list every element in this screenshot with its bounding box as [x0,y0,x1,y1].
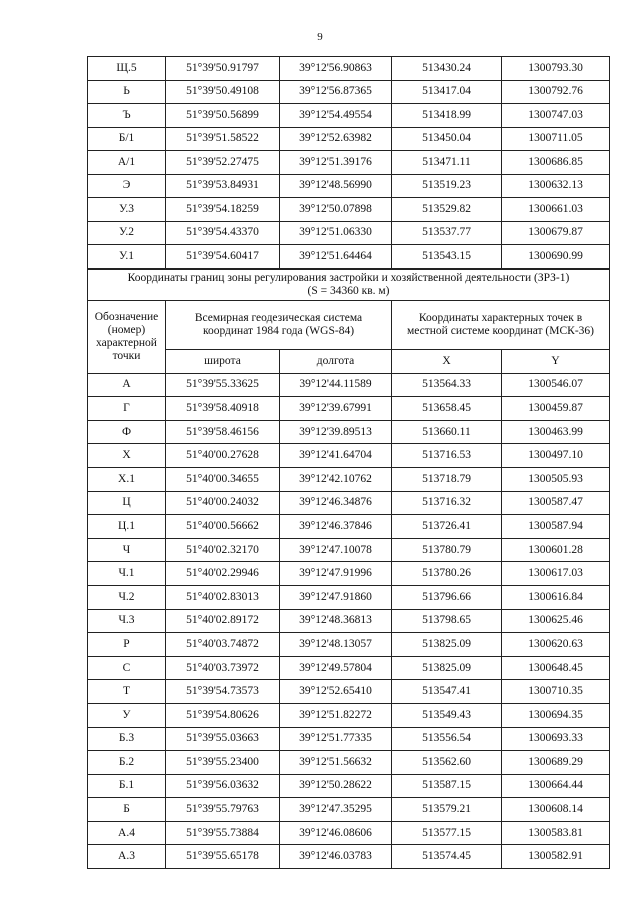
point-cell: Ъ [88,104,166,128]
x-cell: 513519.23 [392,174,502,198]
table-row [88,467,610,491]
point-cell: Т [88,680,166,704]
y-cell: 1300694.35 [502,703,610,727]
point-cell: Г [88,397,166,421]
latitude-cell: 51°39'58.46156 [166,420,280,444]
point-cell: Б [88,798,166,822]
longitude-cell: 39°12'56.90863 [280,57,392,81]
longitude-cell: 39°12'51.77335 [280,727,392,751]
longitude-cell: 39°12'48.36813 [280,609,392,633]
table-row [88,515,610,539]
longitude-cell: 39°12'47.91860 [280,585,392,609]
latitude-cell: 51°40'02.83013 [166,585,280,609]
table-row [88,104,610,128]
longitude-cell: 39°12'51.56632 [280,751,392,775]
table-row [88,703,610,727]
y-cell: 1300620.63 [502,633,610,657]
point-cell: С [88,656,166,680]
point-cell: А.4 [88,821,166,845]
table-row [88,397,610,421]
point-cell: А/1 [88,151,166,175]
table-row [88,198,610,222]
latitude-cell: 51°40'03.73972 [166,656,280,680]
x-cell: 513562.60 [392,751,502,775]
y-cell: 1300497.10 [502,444,610,468]
point-cell: А [88,373,166,397]
latitude-cell: 51°39'50.91797 [166,57,280,81]
latitude-cell: 51°39'54.80626 [166,703,280,727]
header-y: Y [502,350,610,374]
table-row [88,420,610,444]
table-row [88,373,610,397]
x-cell: 513564.33 [392,373,502,397]
table-row [88,609,610,633]
longitude-cell: 39°12'42.10762 [280,467,392,491]
point-cell: Ч [88,538,166,562]
y-cell: 1300616.84 [502,585,610,609]
x-cell: 513537.77 [392,221,502,245]
header-wgs84: Всемирная геодезическая система координат 1984 года (WGS-84) [166,301,392,350]
table2-body [88,373,610,868]
longitude-cell: 39°12'54.49554 [280,104,392,128]
point-cell: Ц.1 [88,515,166,539]
latitude-cell: 51°39'55.79763 [166,798,280,822]
longitude-cell: 39°12'50.28622 [280,774,392,798]
point-cell: У.3 [88,198,166,222]
x-cell: 513825.09 [392,633,502,657]
longitude-cell: 39°12'48.56990 [280,174,392,198]
latitude-cell: 51°39'53.84931 [166,174,280,198]
longitude-cell: 39°12'51.06330 [280,221,392,245]
table-row [88,845,610,869]
y-cell: 1300648.45 [502,656,610,680]
header-point-designation: Обозначение (номер) характерной точки [88,301,166,374]
table-row [88,245,610,269]
latitude-cell: 51°39'55.73884 [166,821,280,845]
point-cell: Щ.5 [88,57,166,81]
page-number: 9 [317,31,323,43]
longitude-cell: 39°12'47.35295 [280,798,392,822]
longitude-cell: 39°12'48.13057 [280,633,392,657]
latitude-cell: 51°39'54.43370 [166,221,280,245]
longitude-cell: 39°12'39.67991 [280,397,392,421]
table-row [88,57,610,81]
longitude-cell: 39°12'47.10078 [280,538,392,562]
x-cell: 513587.15 [392,774,502,798]
table-row [88,656,610,680]
point-cell: Б.3 [88,727,166,751]
y-cell: 1300661.03 [502,198,610,222]
y-cell: 1300710.35 [502,680,610,704]
latitude-cell: 51°39'54.18259 [166,198,280,222]
latitude-cell: 51°39'55.03663 [166,727,280,751]
x-cell: 513556.54 [392,727,502,751]
longitude-cell: 39°12'46.03783 [280,845,392,869]
point-cell: Б.1 [88,774,166,798]
y-cell: 1300587.94 [502,515,610,539]
x-cell: 513716.53 [392,444,502,468]
longitude-cell: 39°12'44.11589 [280,373,392,397]
point-cell: У [88,703,166,727]
y-cell: 1300792.76 [502,80,610,104]
x-cell: 513417.04 [392,80,502,104]
x-cell: 513450.04 [392,127,502,151]
x-cell: 513780.26 [392,562,502,586]
x-cell: 513547.41 [392,680,502,704]
x-cell: 513471.11 [392,151,502,175]
x-cell: 513543.15 [392,245,502,269]
longitude-cell: 39°12'49.57804 [280,656,392,680]
y-cell: 1300686.85 [502,151,610,175]
x-cell: 513658.45 [392,397,502,421]
latitude-cell: 51°39'56.03632 [166,774,280,798]
table-row [88,585,610,609]
table-row [88,174,610,198]
x-cell: 513780.79 [392,538,502,562]
latitude-cell: 51°40'00.56662 [166,515,280,539]
y-cell: 1300463.99 [502,420,610,444]
point-cell: Б.2 [88,751,166,775]
y-cell: 1300664.44 [502,774,610,798]
y-cell: 1300582.91 [502,845,610,869]
latitude-cell: 51°39'55.65178 [166,845,280,869]
point-cell: У.1 [88,245,166,269]
x-cell: 513660.11 [392,420,502,444]
y-cell: 1300679.87 [502,221,610,245]
table-row [88,751,610,775]
longitude-cell: 39°12'56.87365 [280,80,392,104]
table1-body [88,57,610,269]
latitude-cell: 51°39'54.73573 [166,680,280,704]
y-cell: 1300617.03 [502,562,610,586]
latitude-cell: 51°40'00.24032 [166,491,280,515]
y-cell: 1300689.29 [502,751,610,775]
latitude-cell: 51°39'50.49108 [166,80,280,104]
point-cell: Х.1 [88,467,166,491]
table-row [88,444,610,468]
latitude-cell: 51°40'03.74872 [166,633,280,657]
longitude-cell: 39°12'51.64464 [280,245,392,269]
x-cell: 513577.15 [392,821,502,845]
header-x: X [392,350,502,374]
table-row [88,491,610,515]
x-cell: 513825.09 [392,656,502,680]
point-cell: Ч.2 [88,585,166,609]
y-cell: 1300632.13 [502,174,610,198]
coordinates-table-continued [87,56,610,269]
longitude-cell: 39°12'46.37846 [280,515,392,539]
point-cell: Ф [88,420,166,444]
table-row [88,562,610,586]
latitude-cell: 51°40'00.27628 [166,444,280,468]
longitude-cell: 39°12'47.91996 [280,562,392,586]
point-cell: Б/1 [88,127,166,151]
header-latitude: широта [166,350,280,374]
longitude-cell: 39°12'39.89513 [280,420,392,444]
table-row [88,727,610,751]
point-cell: А.3 [88,845,166,869]
latitude-cell: 51°39'50.56899 [166,104,280,128]
table-row [88,821,610,845]
y-cell: 1300583.81 [502,821,610,845]
x-cell: 513430.24 [392,57,502,81]
point-cell: Э [88,174,166,198]
latitude-cell: 51°40'02.32170 [166,538,280,562]
table-row [88,127,610,151]
latitude-cell: 51°39'58.40918 [166,397,280,421]
latitude-cell: 51°40'00.34655 [166,467,280,491]
y-cell: 1300793.30 [502,57,610,81]
x-cell: 513418.99 [392,104,502,128]
zrz1-coordinates-table [87,269,610,869]
y-cell: 1300625.46 [502,609,610,633]
point-cell: У.2 [88,221,166,245]
longitude-cell: 39°12'46.08606 [280,821,392,845]
latitude-cell: 51°40'02.29946 [166,562,280,586]
y-cell: 1300601.28 [502,538,610,562]
table-row [88,798,610,822]
table-row [88,538,610,562]
y-cell: 1300608.14 [502,798,610,822]
x-cell: 513549.43 [392,703,502,727]
y-cell: 1300693.33 [502,727,610,751]
latitude-cell: 51°40'02.89172 [166,609,280,633]
longitude-cell: 39°12'52.63982 [280,127,392,151]
table-row [88,80,610,104]
table-row [88,774,610,798]
y-cell: 1300690.99 [502,245,610,269]
longitude-cell: 39°12'51.82272 [280,703,392,727]
x-cell: 513716.32 [392,491,502,515]
latitude-cell: 51°39'51.58522 [166,127,280,151]
longitude-cell: 39°12'41.64704 [280,444,392,468]
point-cell: Р [88,633,166,657]
longitude-cell: 39°12'51.39176 [280,151,392,175]
point-cell: Х [88,444,166,468]
point-cell: Ь [88,80,166,104]
y-cell: 1300587.47 [502,491,610,515]
y-cell: 1300747.03 [502,104,610,128]
point-cell: Ц [88,491,166,515]
y-cell: 1300505.93 [502,467,610,491]
x-cell: 513798.65 [392,609,502,633]
x-cell: 513796.66 [392,585,502,609]
longitude-cell: 39°12'52.65410 [280,680,392,704]
y-cell: 1300546.07 [502,373,610,397]
caption-title: Координаты границ зоны регулирования застройки и хозяйственной деятельности (ЗРЗ-1) [127,272,570,284]
table-row [88,680,610,704]
point-cell: Ч.1 [88,562,166,586]
latitude-cell: 51°39'52.27475 [166,151,280,175]
y-cell: 1300711.05 [502,127,610,151]
point-cell: Ч.3 [88,609,166,633]
table-caption [88,270,610,301]
table-row [88,151,610,175]
latitude-cell: 51°39'55.23400 [166,751,280,775]
table-row [88,221,610,245]
x-cell: 513529.82 [392,198,502,222]
y-cell: 1300459.87 [502,397,610,421]
header-msk36: Координаты характерных точек в местной системе координат (МСК-36) [392,301,610,350]
x-cell: 513718.79 [392,467,502,491]
x-cell: 513726.41 [392,515,502,539]
latitude-cell: 51°39'55.33625 [166,373,280,397]
longitude-cell: 39°12'50.07898 [280,198,392,222]
caption-area: (S = 34360 кв. м) [307,285,390,297]
x-cell: 513579.21 [392,798,502,822]
longitude-cell: 39°12'46.34876 [280,491,392,515]
header-longitude: долгота [280,350,392,374]
latitude-cell: 51°39'54.60417 [166,245,280,269]
table-row [88,633,610,657]
x-cell: 513574.45 [392,845,502,869]
